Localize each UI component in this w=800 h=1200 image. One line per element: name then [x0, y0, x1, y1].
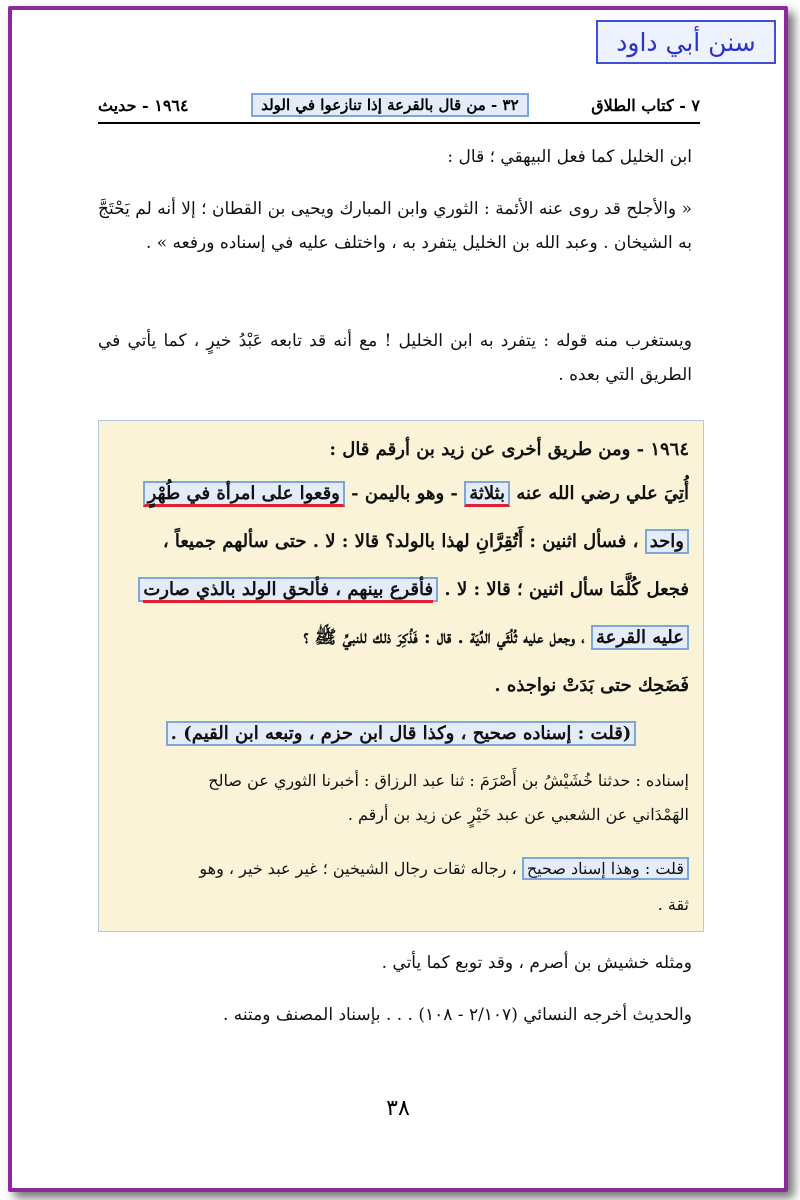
page-frame [8, 6, 788, 1192]
highlight-woman: وقعوا على امرأة في طُهْرٍ [143, 481, 345, 507]
hadith-box [98, 420, 704, 932]
highlight-lot: عليه القرعة [591, 625, 689, 650]
isnad-line-2: الهَمْدَاني عن الشعبي عن عبد خَيْرٍ عن زيد بن أرقم . [347, 805, 689, 824]
grading-line [113, 711, 689, 757]
grading-highlight: (قلت : إسناده صحيح ، وكذا قال ابن حزم ، وتبعه ابن القيم) . [166, 721, 637, 746]
hadith-text: ، فسأل اثنين : أَتُقِرَّانِ لهذا بالولد؟ قالا : لا . حتى سألهم جميعاً ، [162, 531, 639, 552]
hadith-line-5 [113, 615, 689, 661]
book-chapter: ٧ - كتاب الطلاق [591, 95, 700, 115]
note-highlight: قلت : وهذا إسناد صحيح [522, 857, 689, 880]
after-paragraph-2: والحديث أخرجه النسائي (٢/١٠٧ - ١٠٨) . . . بإسناد المصنف ومتنه . [222, 1005, 692, 1025]
hadith-line-2 [113, 471, 689, 517]
paragraph-3: ويستغرب منه قوله : يتفرد به ابن الخليل ! مع أنه قد تابعه عَبْدُ خيرٍ ، كما يأتي في الطريق التي بعده . [98, 331, 692, 385]
highlight-three: بثلاثة [464, 481, 510, 507]
hadith-text: - وهو باليمن - [351, 483, 458, 504]
hadith-text: فجعل كُلَّمَا سأل اثنين ؛ قالا : لا . [444, 579, 689, 600]
header-left [251, 93, 528, 117]
hadith-line-6: فَضَحِك حتى بَدَتْ نواجذه . [494, 675, 689, 696]
hadith-heading: ١٩٦٤ - ومن طريق أخرى عن زيد بن أرقم قال : [329, 439, 689, 460]
book-title: سنن أبي داود [596, 20, 776, 64]
highlight-lots-text: فأقرع بينهم ، فألحق الولد بالذي صارت [143, 579, 433, 603]
paragraph-1: ابن الخليل كما فعل البيهقي ؛ قال : [447, 147, 692, 167]
note-end: ثقة . [657, 895, 689, 914]
hadith-reference: ١٩٦٤ - حديث [98, 95, 189, 115]
paragraph-2: « والأجلح قد روى عنه الأئمة : الثوري وابن المبارك ويحيى بن القطان ؛ إلا أنه لم يَحْتَجَّ به الشيخان . وعبد الله بن الخليل يتفرد به ، واختلف عليه في إسناده ورفعه » . [98, 199, 692, 253]
hadith-text: ، وجعل عليه ثُلُثَي الدِّيَة . قال : فَذُكِرَ ذلك للنبيِّ ﷺ ؟ [303, 627, 585, 648]
after-paragraph-1: ومثله خشيش بن أصرم ، وقد توبع كما يأتي . [381, 953, 692, 973]
page-number: ٣٨ [386, 1096, 410, 1121]
hadith-line-3 [113, 519, 689, 565]
highlight-lots [138, 577, 438, 602]
running-header [98, 88, 700, 124]
hadith-text: أُتِيَ علي رضي الله عنه [516, 483, 689, 504]
isnad-line-1: إسناده : حدثنا خُشَيْشُ بن أَصْرَمَ : ثنا عبد الرزاق : أخبرنا الثوري عن صالح [208, 771, 689, 790]
note-text: ، رجاله ثقات رجال الشيخين ؛ غير عبد خير ، وهو [199, 859, 517, 878]
note-line [113, 853, 689, 885]
hadith-line-4 [113, 567, 689, 613]
highlight-one: واحد [645, 529, 689, 554]
section-title: ٣٢ - من قال بالقرعة إذا تنازعوا في الولد [251, 93, 528, 117]
